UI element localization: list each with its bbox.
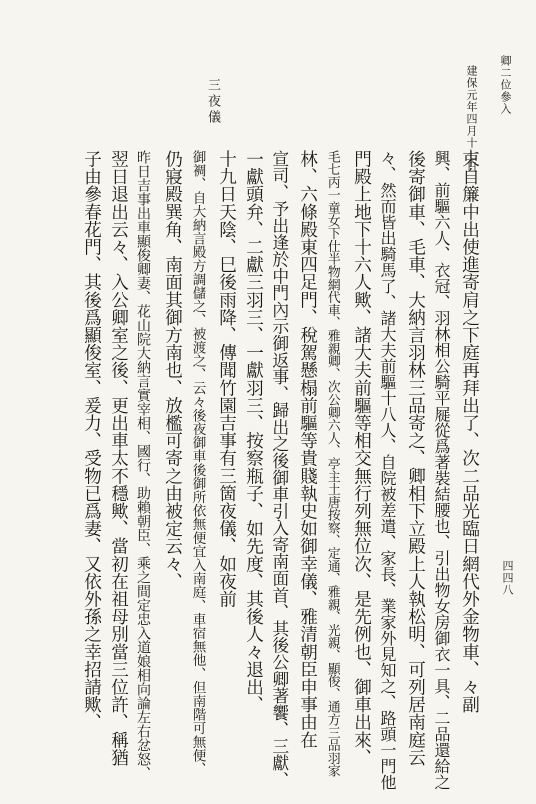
- body-line-4: 々、然而皆出騎馬了、諸大夫前驅十八人、自院被差遣、家長、業家外見知之、路頭一門他: [378, 150, 397, 790]
- body-line-1: 束自簾中出使進寄肩之下庭再拜出了、次二品光臨日網代外金物車、々副: [459, 150, 480, 714]
- corner-title: 卿二位參入: [499, 55, 512, 115]
- body-line-13: 昨日吉事出車顯俊卿妻、花山院大納言實宰相、國行、助賴朝臣、乘之間定忠入道娘相向論左右忿怒、: [135, 150, 151, 780]
- body-line-2: 興、前驅六人、衣冠、羽林相公騎平屣從爲著裝結腰也、引出物女房御衣一具、二品還給之: [432, 150, 451, 790]
- section-title: 三夜儀: [205, 78, 220, 126]
- body-line-5: 門殿上地下十六人歟、諸大夫前驅等相交無行列無位次、是先例也、御車出來、: [351, 150, 372, 766]
- body-line-3: 後寄御車、毛車、大納言羽林三品寄之、卿相下立殿上人執松明、可列居南庭云: [405, 150, 426, 766]
- body-line-14: 翌日退出云々、入公卿室之後、更出車太不穩歟、當初在祖母別當三位許、稱猶: [108, 150, 129, 766]
- body-line-15: 子由參春花門、其後爲顯俊室、爰力、受物已爲妻、又依外孫之幸招請歟、: [81, 150, 102, 731]
- body-line-8: 宣司、予出逢於中門內示御返事、歸出之後御車引入寄南面首、其後公卿著饗、三獻、: [269, 150, 290, 789]
- page-number: 四四八: [501, 560, 514, 596]
- body-line-7: 林、六條殿東四足門、稅駕懸榻前驅等貴賤執史如御幸儀、雅清朝臣申事由在: [297, 150, 318, 749]
- body-line-10: 十九日天陰、巳後雨降、傳聞竹園吉事有三箇夜儀、如夜前: [216, 150, 237, 608]
- body-line-12: 仍寢殿巽角、南面其御方南也、放檻可寄之由被定云々、: [162, 150, 183, 590]
- body-line-9: 一獻頭弁、二獻三羽三、一獻羽三、按察瓶子、如先度、其後人々退出、: [243, 150, 264, 714]
- date-heading: 建保元年四月十七日: [465, 65, 478, 173]
- body-line-11: 御裯、自大納言殿方調儲之、被渡之、云々後夜御車後御所依無便宜入南庭、車宿無他、但南階可無便、: [189, 150, 206, 776]
- body-line-6: 毛七丙一童女下仕半物網代車、雅親卿、次公卿六人、亭主土唐按察、定通、雅親、光親、顯俊、通方三品羽家: [324, 150, 340, 778]
